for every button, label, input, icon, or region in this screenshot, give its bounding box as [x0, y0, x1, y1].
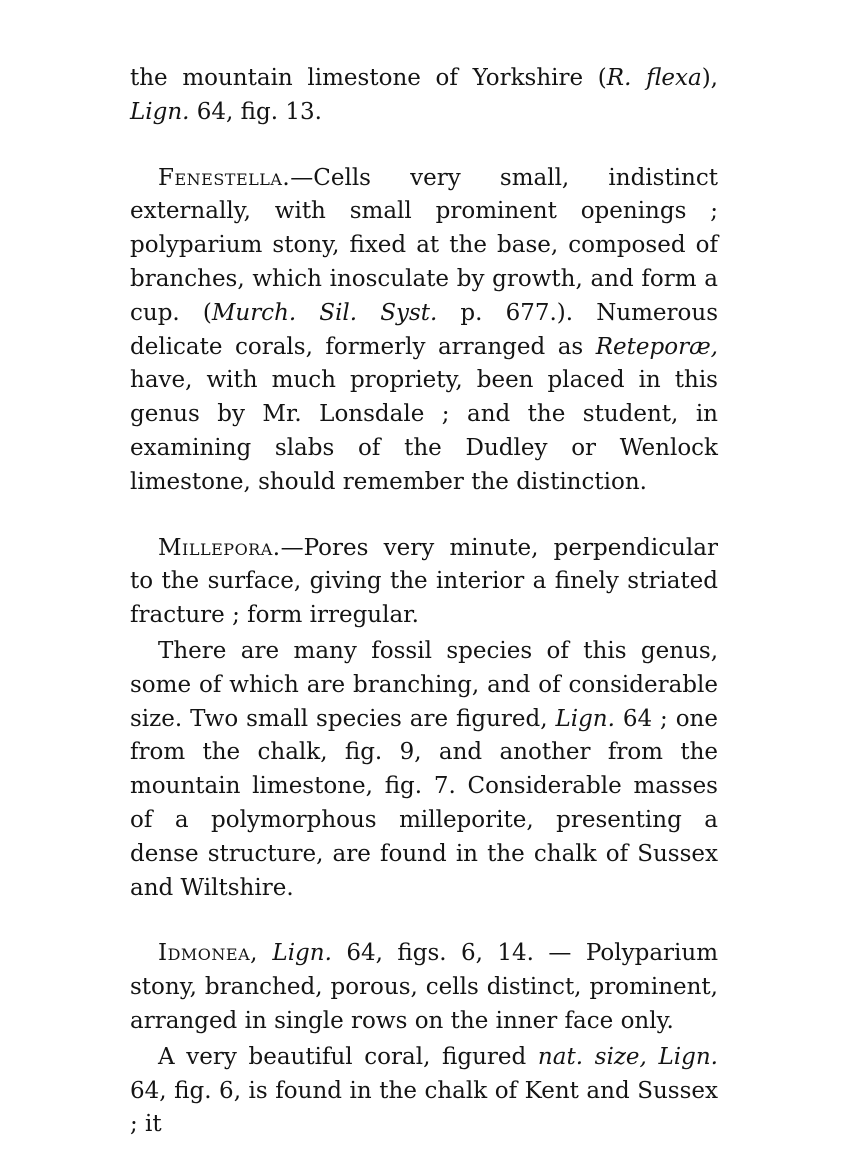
- figure-reference: Lign.: [555, 705, 615, 732]
- text-run: p. 677.). Numerous delicate corals, formerly arranged as: [130, 299, 719, 360]
- genus-heading: Millepora.: [158, 534, 281, 561]
- paragraph-continuation: [130, 62, 718, 130]
- text-run: have, with much propriety, been placed in this genus by Mr. Lonsdale ; and the student, in examining slabs of the Dudley or Wenlock limestone, should remember the distinction.: [130, 367, 718, 495]
- text-run: the mountain limestone of Yorkshire (: [130, 65, 607, 91]
- paragraph-idmonea-coral: [130, 1041, 718, 1142]
- text-run: 64, fig. 13.: [189, 98, 322, 125]
- citation: Murch. Sil. Syst.: [211, 299, 438, 326]
- text-run: —Pores very minute, perpendicular to the surface, giving the interior a finely striated fracture ; form irregular.: [130, 534, 718, 629]
- text-run: 64 ; one from the chalk, fig. 9, and another from the mountain limestone, fig. 7. Considerable masses of a polymorphous milleporite, presenting a dense structure, are found in the chalk of Sussex and Wiltshire.: [130, 705, 718, 901]
- text-run: ),: [701, 65, 718, 91]
- text-run: [258, 940, 272, 966]
- text-run: 64, figs. 6, 14. — Polyparium stony, branched, porous, cells distinct, prominent, arranged in single rows on the inner face only.: [130, 940, 719, 1034]
- paragraph-millepora: [130, 532, 718, 633]
- page-body: [130, 62, 718, 1142]
- figure-reference: Lign.: [272, 940, 332, 967]
- paragraph-millepora-species: [130, 635, 718, 905]
- paragraph-idmonea: [130, 937, 718, 1038]
- genus-heading: Idmonea,: [158, 940, 258, 967]
- figure-reference: nat. size, Lign.: [537, 1043, 718, 1070]
- figure-reference: Lign.: [130, 98, 190, 125]
- text-run: 64, fig. 6, is found in the chalk of Kent and Sussex ; it: [130, 1077, 718, 1138]
- species-name: R. flexa: [606, 65, 702, 91]
- paragraph-fenestella: [130, 162, 718, 500]
- text-run: There are many fossil species of this genus, some of which are branching, and of considerable size. Two small species are figured,: [130, 637, 718, 732]
- genus-heading: Fenestella.: [158, 164, 291, 191]
- text-run: A very beautiful coral, figured: [158, 1043, 538, 1070]
- genus-name: Reteporæ,: [595, 333, 718, 360]
- text-run: —Cells very small, indistinct externally, with small prominent openings ; polyparium stony, fixed at the base, composed of branches, which inosculate by growth, and form a cup. (: [130, 164, 718, 326]
